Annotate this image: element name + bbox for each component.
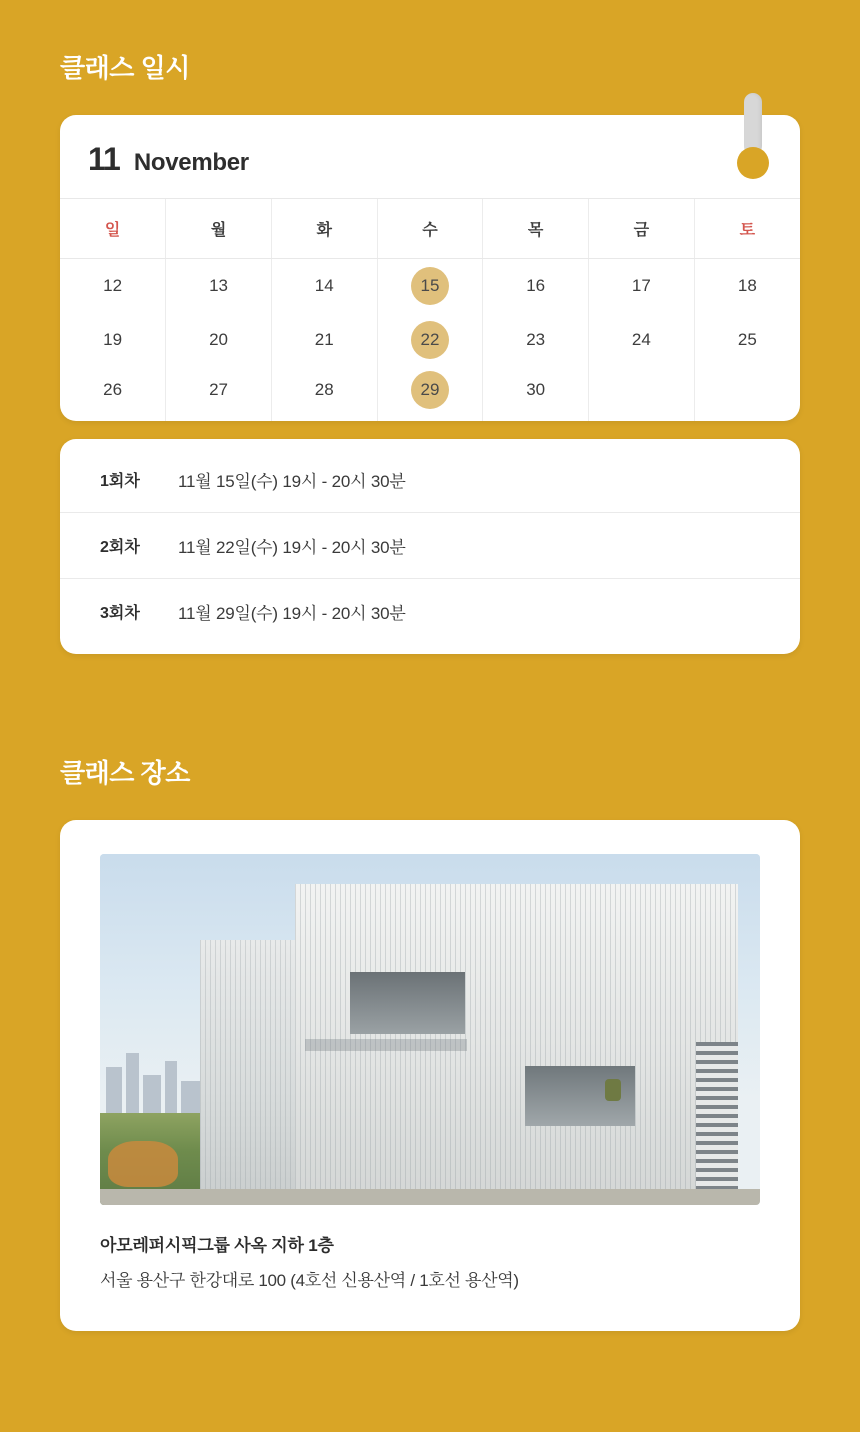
calendar-day-cell-selected[interactable] [377, 367, 483, 421]
calendar-day-cell-empty [589, 367, 695, 421]
session-datetime: 11월 15일(수) 19시 - 20시 30분 [178, 471, 406, 491]
calendar-day-cell[interactable] [60, 367, 166, 421]
calendar-day-cell[interactable] [166, 259, 272, 313]
calendar-day-label: 24 [631, 329, 651, 349]
calendar-day-cell[interactable] [271, 313, 377, 367]
photo-stair-facade [696, 1042, 738, 1205]
calendar-week-row [60, 259, 800, 313]
calendar-card [60, 115, 800, 421]
weekday-header-tue: 화 [271, 199, 377, 259]
weekday-header-thu: 목 [483, 199, 589, 259]
place-title-wrap [0, 735, 860, 790]
weekday-header-sun: 일 [60, 199, 166, 259]
calendar-day-label: 16 [526, 275, 546, 295]
session-row [60, 579, 800, 644]
calendar-header [60, 115, 800, 199]
bookmark-dot-icon [737, 147, 769, 179]
bookmark-ribbon-icon [744, 93, 762, 155]
photo-building-void-upper [350, 972, 465, 1034]
schedule-section [0, 0, 860, 654]
session-row [60, 513, 800, 579]
calendar-day-label: 13 [209, 275, 228, 295]
session-datetime: 11월 22일(수) 19시 - 20시 30분 [178, 537, 406, 557]
calendar-day-cell[interactable] [589, 259, 695, 313]
calendar-month-number: 11 [88, 141, 120, 177]
calendar-day-label: 20 [209, 329, 228, 349]
calendar-day-cell[interactable] [483, 259, 589, 313]
place-section [0, 735, 860, 1331]
calendar-month-name: November [133, 149, 249, 176]
photo-ground [100, 1189, 760, 1205]
calendar-day-label: 27 [209, 380, 228, 399]
calendar-day-cell[interactable] [166, 313, 272, 367]
calendar-day-cell[interactable] [483, 367, 589, 421]
calendar-day-label: 23 [526, 329, 546, 349]
weekday-header-fri: 금 [589, 199, 695, 259]
session-datetime: 11월 29일(수) 19시 - 20시 30분 [178, 603, 406, 623]
calendar-day-label: 19 [103, 329, 123, 349]
photo-plant [605, 1079, 621, 1101]
place-section-title: 클래스 장소 [60, 758, 190, 788]
schedule-section-title: 클래스 일시 [60, 53, 190, 83]
calendar-day-cell[interactable] [694, 259, 800, 313]
schedule-title-wrap [0, 0, 860, 85]
calendar-day-cell[interactable] [694, 313, 800, 367]
photo-building-notch [305, 1039, 467, 1051]
weekday-header-mon: 월 [166, 199, 272, 259]
calendar-day-label: 15 [411, 267, 449, 305]
calendar-week-row [60, 367, 800, 421]
weekday-header-sat: 토 [694, 199, 800, 259]
calendar-day-cell-selected[interactable] [377, 313, 483, 367]
calendar-day-label: 12 [103, 275, 123, 295]
sessions-card [60, 439, 800, 654]
calendar-day-cell-selected[interactable] [377, 259, 483, 313]
calendar-day-label: 28 [314, 380, 334, 399]
calendar-day-cell[interactable] [271, 367, 377, 421]
place-name: 아모레퍼시픽그룹 사옥 지하 1층 [100, 1236, 334, 1255]
calendar-day-cell[interactable] [166, 367, 272, 421]
place-address: 서울 용산구 한강대로 100 (4호선 신용산역 / 1호선 용산역) [100, 1271, 519, 1290]
calendar-day-cell[interactable] [589, 313, 695, 367]
calendar-day-label: 21 [314, 329, 334, 349]
calendar-day-cell[interactable] [271, 259, 377, 313]
calendar-day-label: 30 [526, 380, 546, 399]
place-card [60, 820, 800, 1331]
calendar-day-cell[interactable] [60, 313, 166, 367]
session-row [60, 447, 800, 513]
calendar-week-row [60, 313, 800, 367]
calendar-day-label: 25 [737, 329, 757, 349]
calendar-day-cell[interactable] [60, 259, 166, 313]
calendar-day-cell-empty [694, 367, 800, 421]
calendar-day-label: 17 [631, 275, 651, 295]
calendar-day-label: 22 [411, 321, 449, 359]
weekday-header-wed: 수 [377, 199, 483, 259]
calendar-grid [60, 199, 800, 421]
calendar-day-label: 26 [103, 380, 123, 399]
calendar-weekday-row [60, 199, 800, 259]
calendar-day-cell[interactable] [483, 313, 589, 367]
session-index-label: 2회차 [100, 538, 140, 556]
calendar-day-label: 18 [737, 275, 757, 295]
calendar-day-label: 29 [411, 371, 449, 409]
session-index-label: 3회차 [100, 604, 140, 622]
calendar-day-label: 14 [314, 275, 334, 295]
place-photo [100, 854, 760, 1205]
session-index-label: 1회차 [100, 472, 140, 490]
